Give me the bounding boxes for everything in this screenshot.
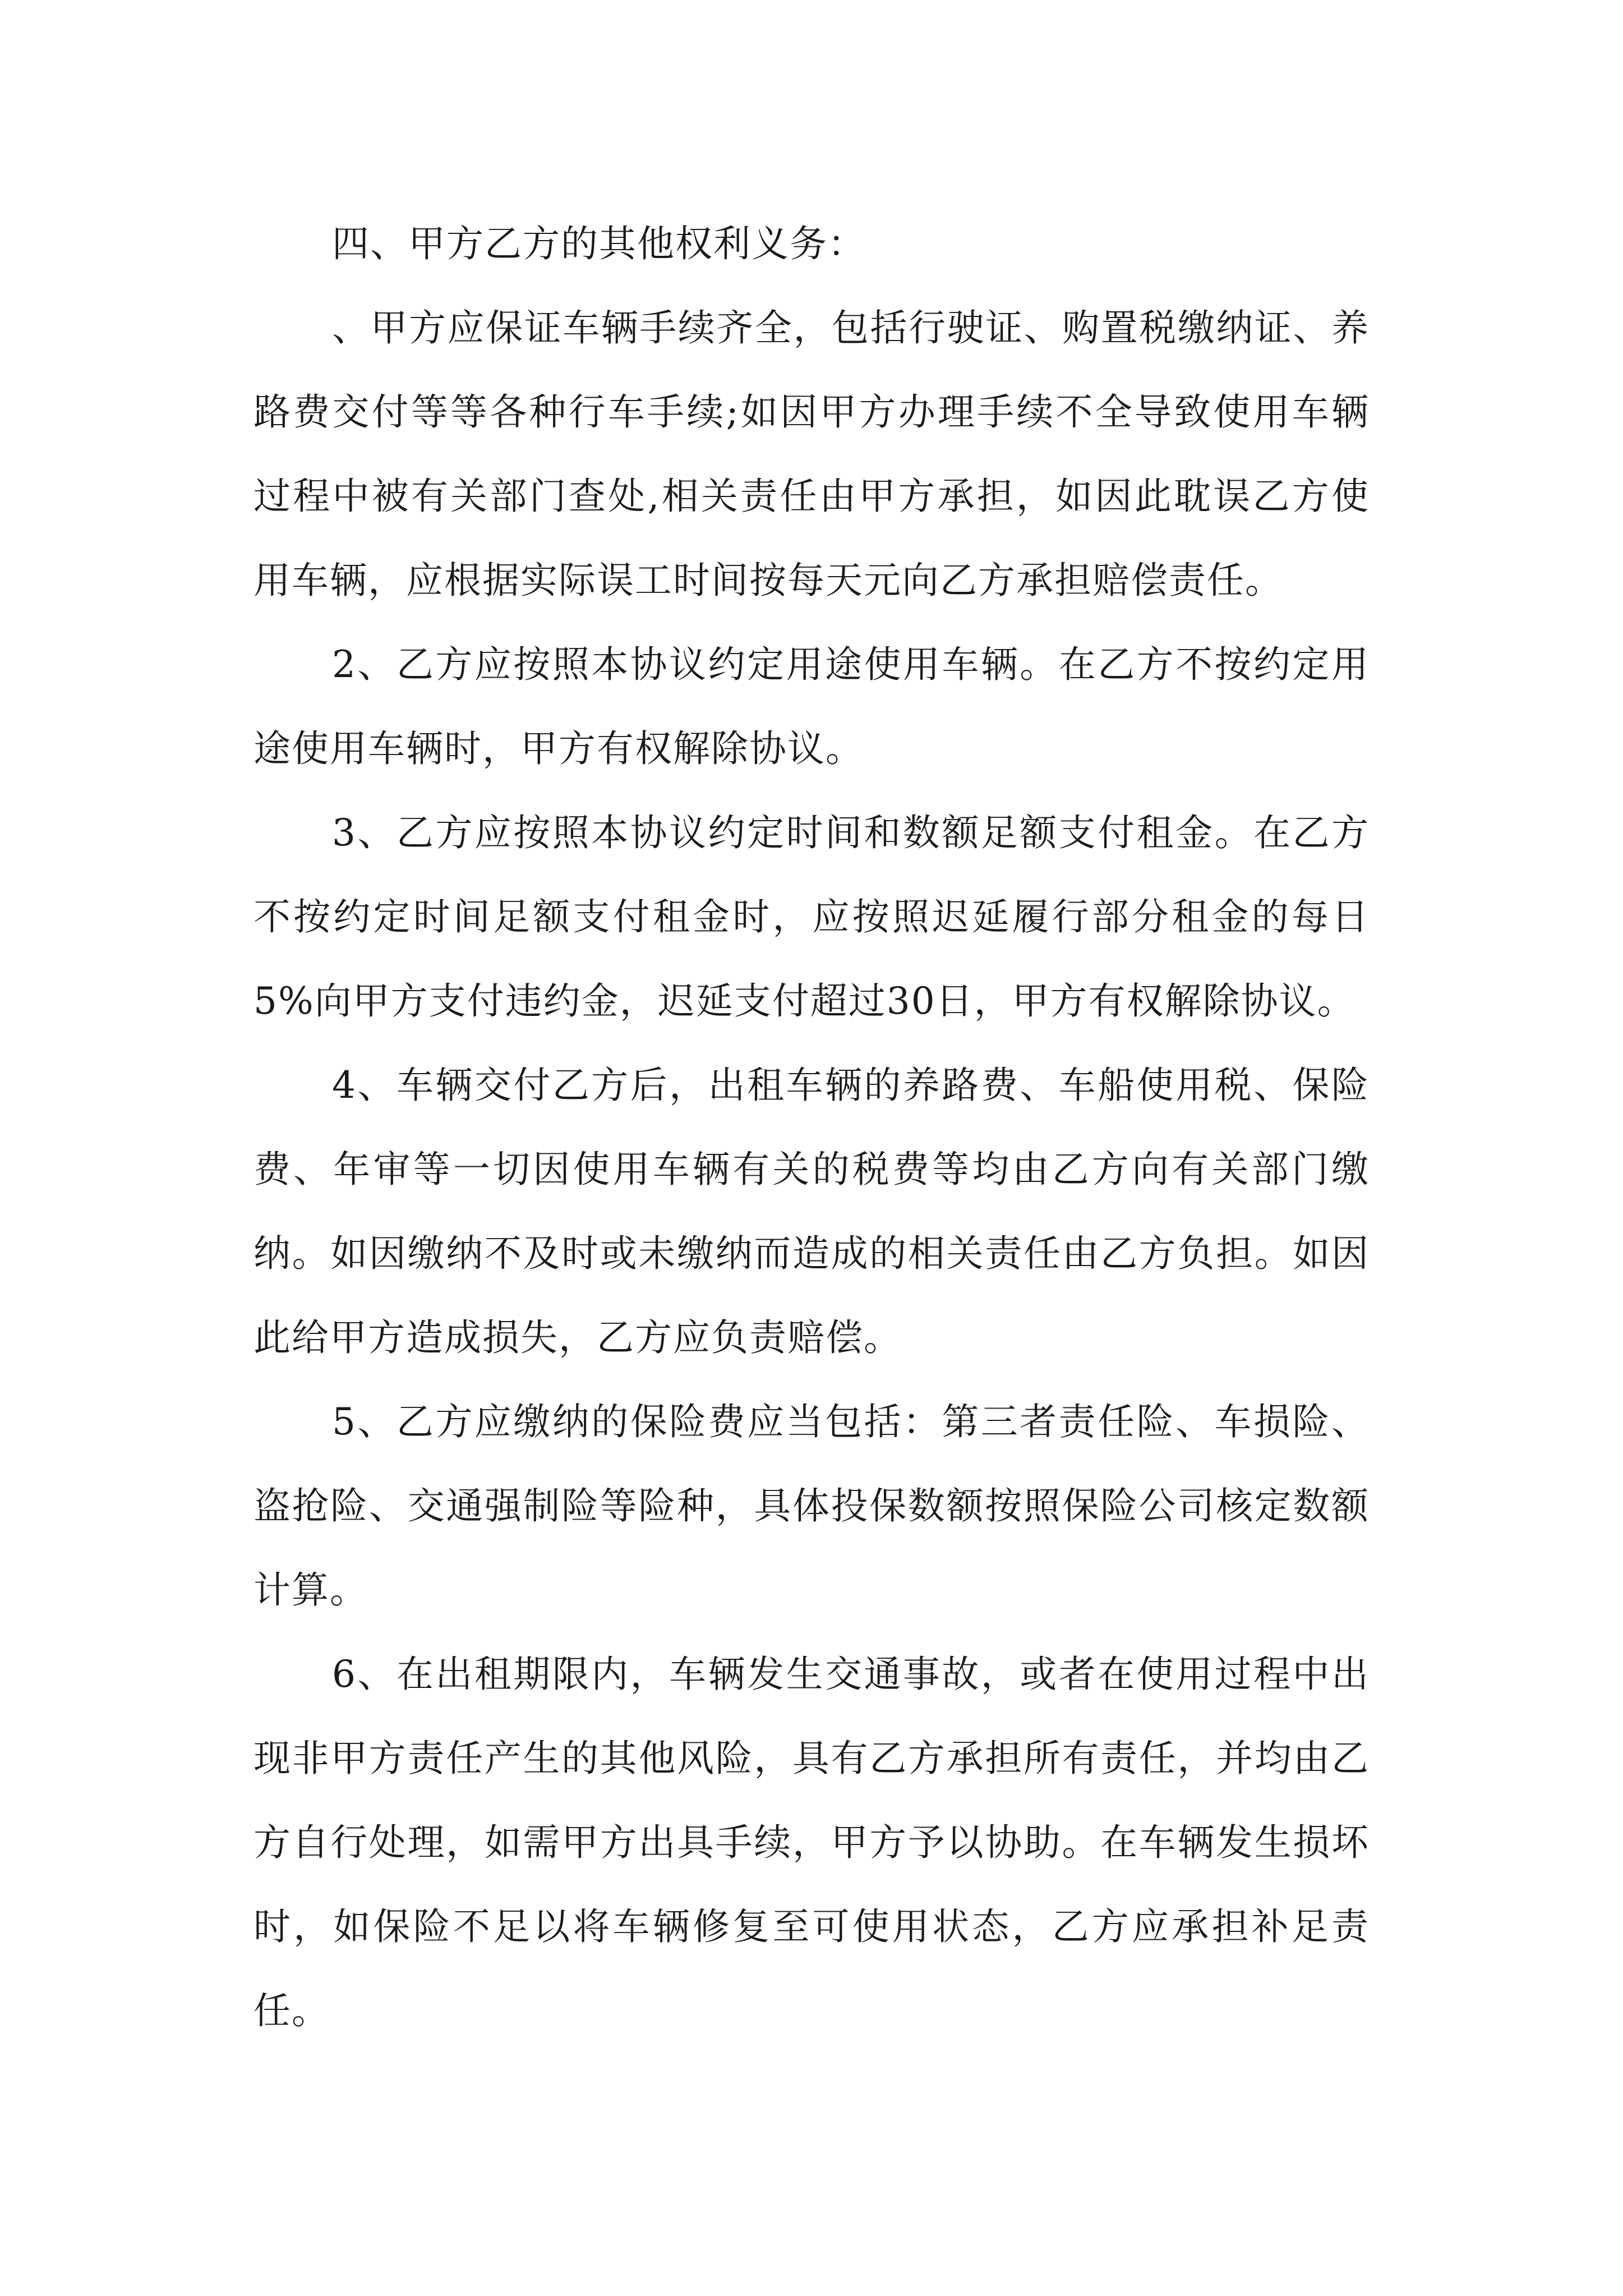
document-body — [253, 202, 1370, 2053]
clause-1-paragraph: 、甲方应保证车辆手续齐全，包括行驶证、购置税缴纳证、养路费交付等等各种行车手续;如因甲方办理手续不全导致使用车辆过程中被有关部门查处,相关责任由甲方承担，如因此耽误乙方使用车辆，应根据实际误工时间按每天元向乙方承担赔偿责任。 — [253, 306, 1370, 602]
clause-6-paragraph: 6、在出租期限内，车辆发生交通事故，或者在使用过程中出现非甲方责任产生的其他风险，具有乙方承担所有责任，并均由乙方自行处理，如需甲方出具手续，甲方予以协助。在车辆发生损坏时，如保险不足以将车辆修复至可使用状态，乙方应承担补足责任。 — [253, 1653, 1370, 2032]
clause-5-paragraph: 5、乙方应缴纳的保险费应当包括：第三者责任险、车损险、盗抢险、交通强制险等险种，具体投保数额按照保险公司核定数额计算。 — [253, 1400, 1370, 1612]
section-heading: 四、甲方乙方的其他权利义务： — [332, 222, 866, 265]
clause-2-paragraph: 2、乙方应按照本协议约定用途使用车辆。在乙方不按约定用途使用车辆时，甲方有权解除协议。 — [253, 643, 1370, 770]
clause-3-paragraph: 3、乙方应按照本协议约定时间和数额足额支付租金。在乙方不按约定时间足额支付租金时，应按照迟延履行部分租金的每日5%向甲方支付违约金，迟延支付超过30日，甲方有权解除协议。 — [253, 811, 1370, 1023]
clause-4-paragraph: 4、车辆交付乙方后，出租车辆的养路费、车船使用税、保险费、年审等一切因使用车辆有关的税费等均由乙方向有关部门缴纳。如因缴纳不及时或未缴纳而造成的相关责任由乙方负担。如因此给甲方造成损失，乙方应负责赔偿。 — [253, 1064, 1370, 1359]
